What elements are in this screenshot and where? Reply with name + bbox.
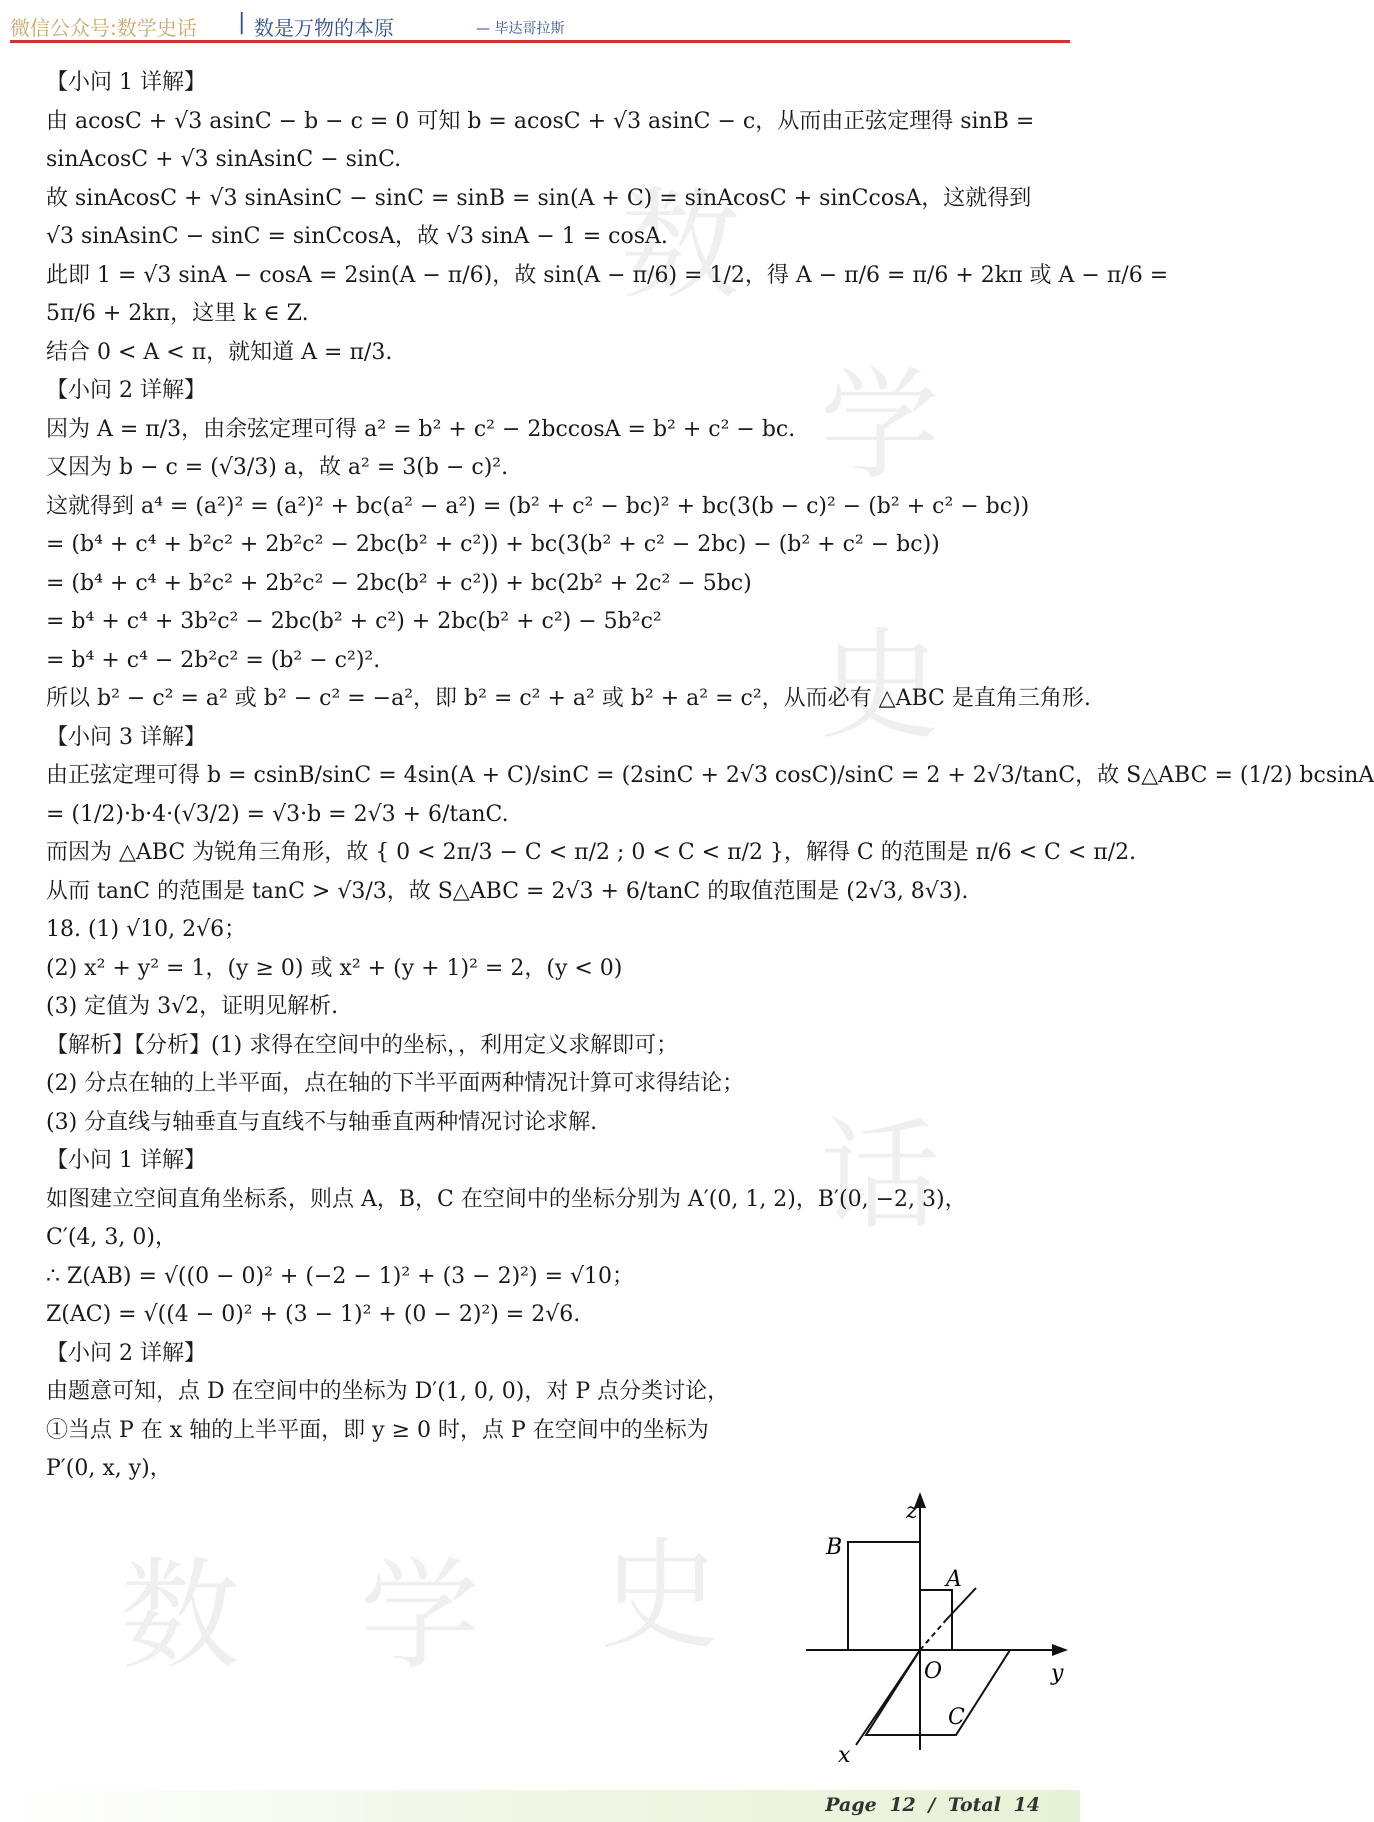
text-line: C′(4, 3, 0)， <box>46 1225 177 1250</box>
page-slash: / <box>928 1794 936 1816</box>
page-number <box>819 1794 1040 1816</box>
text-line: 如图建立空间直角坐标系，则点 A，B，C 在空间中的坐标分别为 A′(0, 1, 2)，B′(0, −2, 3)， <box>46 1186 967 1212</box>
text-line: = (b⁴ + c⁴ + b²c² + 2b²c² − 2bc(b² + c²)) + bc(2b² + 2c² − 5bc) <box>46 570 752 596</box>
text-line: 所以 b² − c² = a² 或 b² − c² = −a²，即 b² = c² + a² 或 b² + a² = c²，从而必有 △ABC 是直角三角形. <box>46 686 1091 711</box>
text-line: 结合 0 < A < π，就知道 A = π/3. <box>46 339 393 365</box>
total-label: Total <box>947 1794 1001 1816</box>
section-heading: 【小问 1 详解】 <box>46 70 206 95</box>
watermark-char: 数 <box>620 177 740 316</box>
text-line: 故 sinAcosC + √3 sinAsinC − sinC = sinB = sin(A + C) = sinAcosC + sinCcosA，这就得到 <box>46 185 1032 211</box>
text-line: = (b⁴ + c⁴ + b²c² + 2b²c² − 2bc(b² + c²)) + bc(3(b² + c² − 2bc) − (b² + c² − bc)) <box>46 532 940 557</box>
point-c-label: C <box>948 1705 965 1730</box>
text-line: (2) 分点在轴的上半平面，点在轴的下半平面两种情况计算可求得结论； <box>46 1071 745 1096</box>
y-arrow-icon <box>1052 1644 1068 1656</box>
text-line: 5π/6 + 2kπ，这里 k ∈ Z. <box>46 301 309 326</box>
watermark-char: 数 <box>120 1547 240 1686</box>
section-heading: 【小问 2 详解】 <box>46 1340 206 1366</box>
text-line: 由正弦定理可得 b = csinB/sinC = 4sin(A + C)/sinC = (2sinC + 2√3 cosC)/sinC = 2 + 2√3/tanC，故 S△ABC = (1/2) bcsinA <box>46 763 1374 788</box>
text-line: 由题意可知，点 D 在空间中的坐标为 D′(1, 0, 0)，对 P 点分类讨论， <box>46 1379 730 1404</box>
rect-b <box>848 1542 920 1650</box>
watermark-char: 史 <box>600 1527 720 1666</box>
watermark-char: 史 <box>820 617 940 756</box>
origin-label: O <box>924 1659 943 1684</box>
text-line: 这就得到 a⁴ = (a²)² = (a²)² + bc(a² − a²) = (b² + c² − bc)² + bc(3(b − c)² − (b² + c² − bc)) <box>46 493 1030 519</box>
diagonal-line <box>946 1588 976 1620</box>
y-label: y <box>1051 1661 1064 1686</box>
watermark-char: 学 <box>820 357 940 496</box>
text-line: = b⁴ + c⁴ − 2b²c² = (b² − c²)². <box>46 647 381 673</box>
section-heading: 【小问 1 详解】 <box>46 1148 206 1173</box>
x-label: x <box>838 1743 851 1768</box>
text-line: (3) 分直线与轴垂直与直线不与轴垂直两种情况讨论求解. <box>46 1109 598 1135</box>
header-separator: | <box>238 10 246 35</box>
section-heading: 【小问 3 详解】 <box>46 724 206 750</box>
text-line: 而因为 △ABC 为锐角三角形，故 { 0 < 2π/3 − C < π/2 ; 0 < C < π/2 }，解得 C 的范围是 π/6 < C < π/2. <box>46 840 1137 865</box>
text-line: (3) 定值为 3√2，证明见解析. <box>46 994 339 1019</box>
z-label: z <box>906 1499 918 1524</box>
text-line: sinAcosC + √3 sinAsinC − sinC. <box>46 147 402 172</box>
watermark-char: 学 <box>360 1547 480 1686</box>
watermark-char: 话 <box>820 1107 940 1246</box>
text-line: P′(0, x, y)， <box>46 1456 172 1481</box>
text-line: 因为 A = π/3，由余弦定理可得 a² = b² + c² − 2bccosA = b² + c² − bc. <box>46 416 796 442</box>
header-title: 数是万物的本原 <box>254 16 394 40</box>
text-line: √3 sinAsinC − sinC = sinCcosA，故 √3 sinA − 1 = cosA. <box>46 224 668 249</box>
page-total: 14 <box>1013 1794 1040 1816</box>
text-line: 18. (1) √10, 2√6； <box>46 917 247 942</box>
header-subtitle: — 毕达哥拉斯 <box>476 21 565 37</box>
text-line: = (1/2)·b·4·(√3/2) = √3·b = 2√3 + 6/tanC. <box>46 801 509 827</box>
solution-text <box>46 64 1374 1489</box>
text-line: = b⁴ + c⁴ + 3b²c² − 2bc(b² + c²) + 2bc(b² + c²) − 5b²c² <box>46 609 662 634</box>
text-line: (2) x² + y² = 1，(y ≥ 0) 或 x² + (y + 1)² = 2，(y < 0) <box>46 955 623 981</box>
text-line: ∴ Z(AB) = √((0 − 0)² + (−2 − 1)² + (3 − 2)²) = √10； <box>46 1263 635 1289</box>
text-line: 从而 tanC 的范围是 tanC > √3/3，故 S△ABC = 2√3 + 6/tanC 的取值范围是 (2√3, 8√3). <box>46 878 969 904</box>
figure-svg <box>796 1490 1076 1768</box>
point-b-label: B <box>826 1535 843 1560</box>
page-header <box>10 6 1070 43</box>
page-label: Page <box>825 1794 877 1816</box>
section-heading: 【小问 2 详解】 <box>46 378 206 403</box>
text-line: ①当点 P 在 x 轴的上半平面，即 y ≥ 0 时，点 P 在空间中的坐标为 <box>46 1417 709 1443</box>
page-current: 12 <box>889 1794 916 1816</box>
text-line: Z(AC) = √((4 − 0)² + (3 − 1)² + (0 − 2)²) = 2√6. <box>46 1302 581 1327</box>
text-line: 由 acosC + √3 asinC − b − c = 0 可知 b = acosC + √3 asinC − c，从而由正弦定理得 sinB = <box>46 108 1035 134</box>
point-a-label: A <box>946 1567 962 1592</box>
account-name: 微信公众号:数学史话 <box>10 16 197 40</box>
text-line: 此即 1 = √3 sinA − cosA = 2sin(A − π/6)，故 sin(A − π/6) = 1/2，得 A − π/6 = π/6 + 2kπ 或 A − π/6 = <box>46 262 1169 288</box>
coordinate-figure <box>796 1490 1076 1768</box>
text-line: 【解析】【分析】(1) 求得在空间中的坐标，，利用定义求解即可； <box>46 1032 679 1058</box>
dashed-line <box>920 1620 946 1650</box>
text-line: 又因为 b − c = (√3/3) a，故 a² = 3(b − c)². <box>46 455 509 480</box>
page-footer <box>0 1790 1080 1822</box>
